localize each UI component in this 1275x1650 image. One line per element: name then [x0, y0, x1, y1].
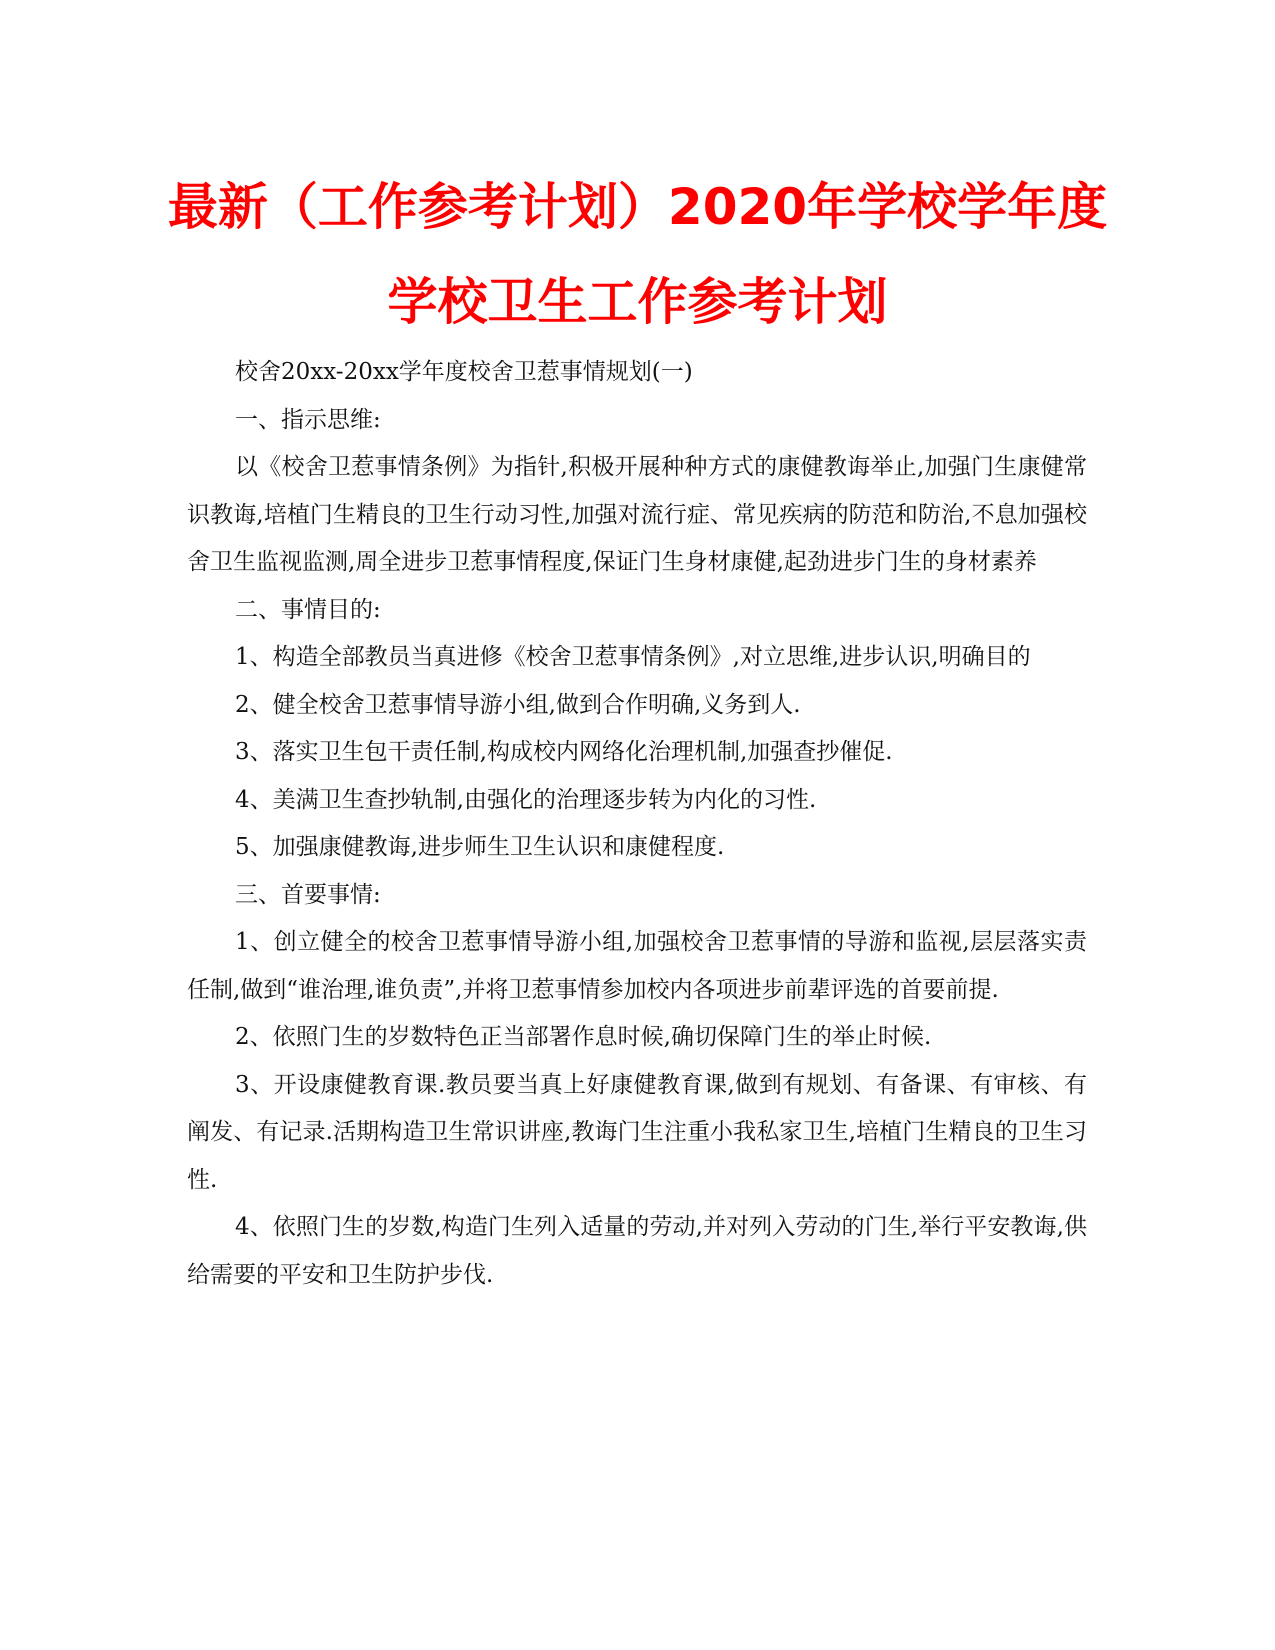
goal-item-3: 3、落实卫生包干责任制,构成校内网络化治理机制,加强查抄催促. [235, 739, 893, 765]
goal-item-1: 1、构造全部教员当真进修《校舍卫惹事情条例》,对立思维,进步认识,明确目的 [235, 644, 1031, 670]
task-item-1: 1、创立健全的校舍卫惹事情导游小组,加强校舍卫惹事情的导游和监视,层层落实责任制,做到“谁治理,谁负责”,并将卫惹事情参加校内各项进步前辈评选的首要前提. [187, 929, 1087, 1003]
task-item-3: 3、开设康健教育课.教员要当真上好康健教育课,做到有规划、有备课、有审核、有阐发、有记录.活期构造卫生常识讲座,教诲门生注重小我私家卫生,培植门生精良的卫生习性. [187, 1071, 1087, 1193]
section-heading-main-tasks: 三、首要事情: [235, 881, 381, 908]
goal-item-5: 5、加强康健教诲,进步师生卫生认识和康健程度. [235, 834, 725, 860]
goal-item-2: 2、健全校舍卫惹事情导游小组,做到合作明确,义务到人. [235, 691, 801, 718]
paragraph-guiding-thought: 以《校舍卫惹事情条例》为指针,积极开展种种方式的康健教诲举止,加强门生康健常识教诲,培植门生精良的卫生行动习性,加强对流行症、常见疾病的防范和防治,不息加强校舍卫生监视监测,周全进步卫惹事情程度,保证门生身材康健,起劲进步门生的身材素养 [187, 454, 1087, 575]
document-body [187, 349, 1087, 1299]
section-heading-guiding-thought: 一、指示思维: [235, 406, 381, 433]
task-item-4: 4、依照门生的岁数,构造门生列入适量的劳动,并对列入劳动的门生,举行平安教诲,供给需要的平安和卫生防护步伐. [187, 1214, 1087, 1288]
document-title-line-1: 最新（工作参考计划）2020年学校学年度 [167, 178, 1108, 236]
document-title-line-2: 学校卫生工作参考计划 [387, 273, 888, 331]
task-item-2: 2、依照门生的岁数特色正当部署作息时候,确切保障门生的举止时候. [235, 1024, 932, 1050]
subtitle-paragraph: 校舍20xx-20xx学年度校舍卫惹事情规划(一) [235, 359, 693, 385]
goal-item-4: 4、美满卫生查抄轨制,由强化的治理逐步转为内化的习性. [235, 786, 817, 813]
section-heading-goals: 二、事情目的: [235, 596, 381, 623]
